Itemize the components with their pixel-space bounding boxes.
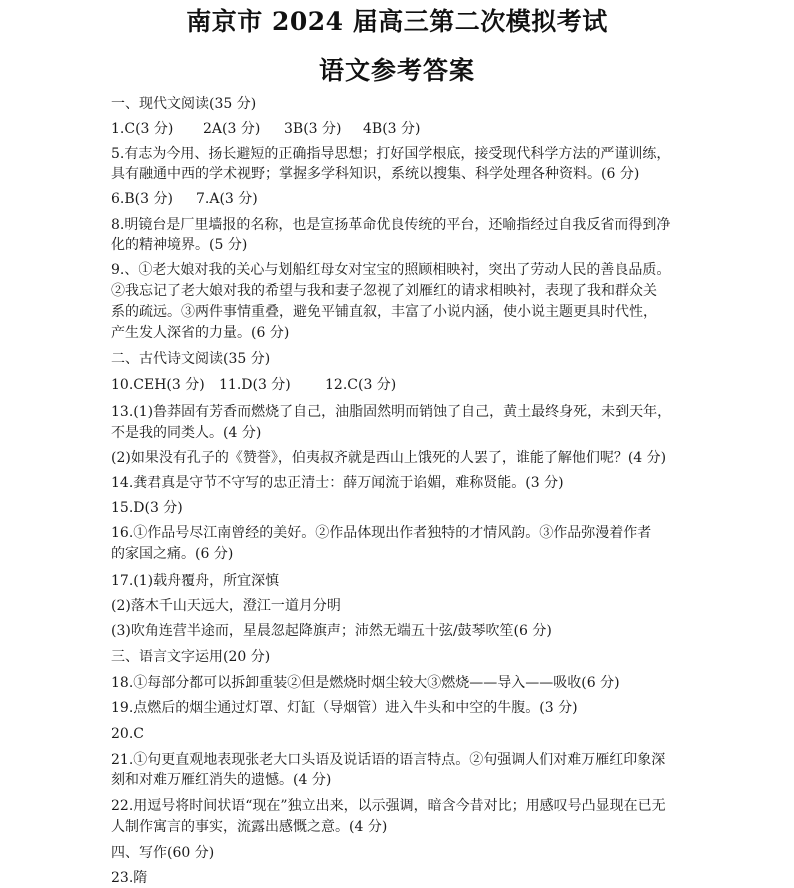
- answer-q21-line1: 21.①句更直观地表现张老大口头语及说话语的语言特点。②句强调人们对难万雁红印象深: [111, 752, 666, 768]
- answer-q16-line2: 的家国之痛。(6 分): [111, 546, 234, 562]
- answer-q9-line4: 产生发人深省的力量。(6 分): [111, 325, 290, 341]
- answer-q17-line1: 17.(1)载舟覆舟，所宜深慎: [111, 573, 280, 589]
- answer-q10: 10.CEH(3 分): [111, 377, 205, 393]
- answer-q11: 11.D(3 分): [219, 377, 291, 393]
- answer-q19: 19.点燃后的烟尘通过灯罩、灯缸（导烟管）进入牛头和中空的牛腹。(3 分): [111, 700, 578, 716]
- answer-q9-line3: 系的疏远。③两件事情重叠，避免平铺直叙，丰富了小说内涵，使小说主题更具时代性，: [111, 304, 657, 320]
- answer-q23: 23.隋: [111, 870, 148, 886]
- answer-q3: 3B(3 分): [284, 121, 342, 137]
- section-heading-1: 一、现代文阅读(35 分): [111, 96, 257, 112]
- answer-q1: 1.C(3 分): [111, 121, 174, 137]
- answer-q21-line2: 刻和对难万雁红消失的遗憾。(4 分): [111, 772, 332, 788]
- answer-q17-line3: (3)吹角连营半途而，星晨忽起降旗声；沛然无端五十弦/鼓琴吹笙(6 分): [111, 623, 552, 639]
- section-heading-2: 二、古代诗文阅读(35 分): [111, 351, 271, 367]
- answer-q22-line1: 22.用逗号将时间状语“现在”独立出来，以示强调，暗含今昔对比；用感叹号凸显现在已无: [111, 798, 666, 814]
- document-subtitle: 语文参考答案: [318, 56, 475, 85]
- answer-q18: 18.①每部分都可以拆卸重装②但是燃烧时烟尘较大③燃烧——导入——吸收(6 分): [111, 675, 620, 691]
- answer-q8-line2: 化的精神境界。(5 分): [111, 237, 248, 253]
- answer-q7: 7.A(3 分): [196, 191, 258, 207]
- answer-q13-line3: (2)如果没有孔子的《赞誉》，伯夷叔齐就是西山上饿死的人罢了，谁能了解他们呢？(4 分): [111, 450, 667, 466]
- answer-q13-line1: 13.(1)鲁莽固有芳香而燃烧了自己，油脂固然明而销蚀了自己，黄土最终身死，未到天年，: [111, 404, 672, 420]
- section-heading-4: 四、写作(60 分): [111, 845, 215, 861]
- answer-q9-line1: 9.、①老大娘对我的关心与划船红母女对宝宝的照顾相映衬，突出了劳动人民的善良品质。: [111, 262, 671, 278]
- answer-q20: 20.C: [111, 726, 144, 742]
- answer-q15: 15.D(3 分): [111, 500, 183, 516]
- answer-q14: 14.龚君真是守节不守写的忠正清士：薛万闻流于谄媚，难称贤能。(3 分): [111, 475, 564, 491]
- answer-q16-line1: 16.①作品号尽江南曾经的美好。②作品体现出作者独特的才情风韵。③作品弥漫着作者: [111, 525, 652, 541]
- answer-q4: 4B(3 分): [363, 121, 421, 137]
- answer-q22-line2: 人制作寓言的事实，流露出感慨之意。(4 分): [111, 819, 388, 835]
- answer-q6: 6.B(3 分): [111, 191, 173, 207]
- answer-q2: 2A(3 分): [203, 121, 261, 137]
- answer-q17-line2: (2)落木千山天远大，澄江一道月分明: [111, 598, 341, 614]
- answer-q13-line2: 不是我的同类人。(4 分): [111, 425, 262, 441]
- answer-q5-line2: 具有融通中西的学术视野；掌握多学科知识，系统以搜集、科学处理各种资料。(6 分): [111, 166, 640, 182]
- answer-q5-line1: 5.有志为今用、扬长避短的正确指导思想；打好国学根底，接受现代科学方法的严谨训练，: [111, 146, 671, 162]
- answer-q12: 12.C(3 分): [325, 377, 397, 393]
- document-title: 南京市 2024 届高三第二次模拟考试: [186, 7, 608, 36]
- answer-q9-line2: ②我忘记了老大娘对我的希望与我和妻子忽视了刘雁红的请求相映衬，表现了我和群众关: [111, 283, 657, 299]
- answer-q8-line1: 8.明镜台是厂里墙报的名称，也是宣扬革命优良传统的平台，还喻指经过自我反省而得到净: [111, 217, 671, 233]
- section-heading-3: 三、语言文字运用(20 分): [111, 649, 271, 665]
